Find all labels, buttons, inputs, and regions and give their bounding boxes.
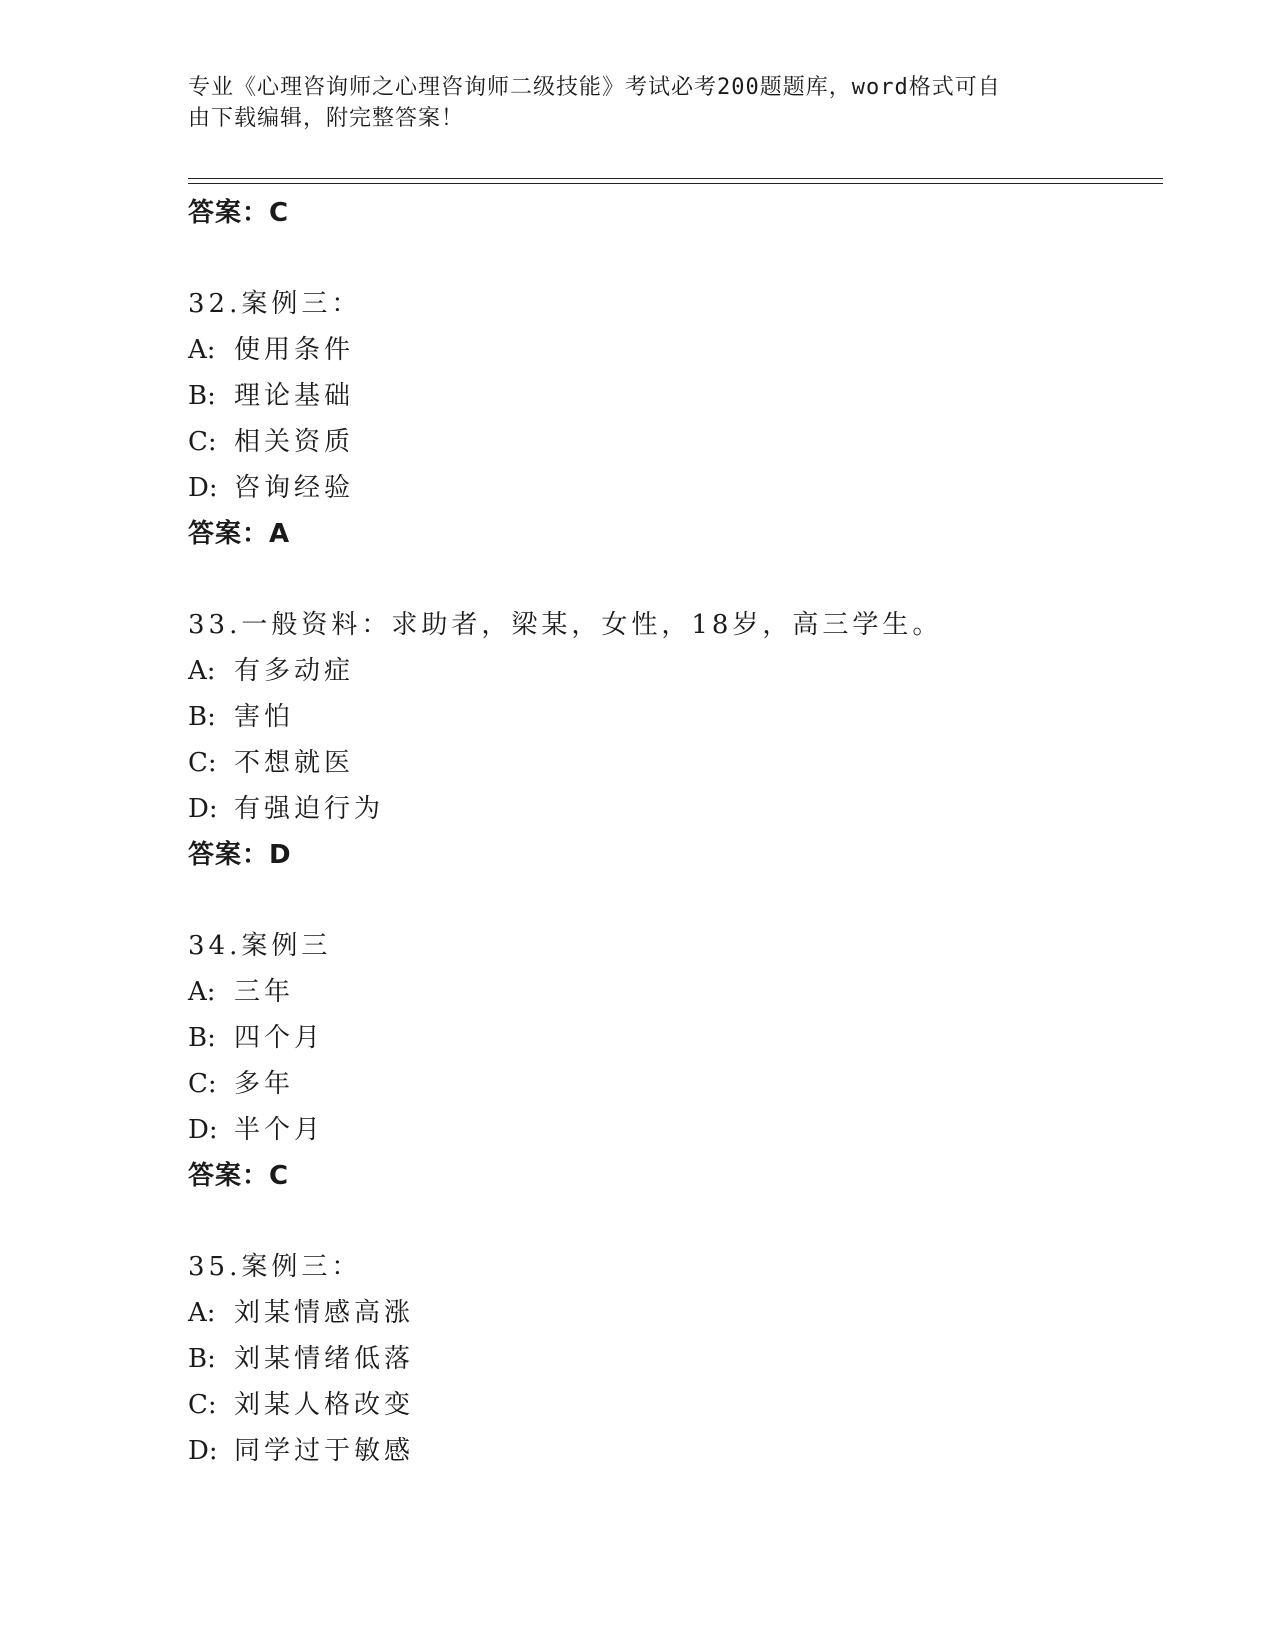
option-key: C: [188, 1069, 217, 1099]
option-a [188, 648, 1163, 694]
option-text: 咨询经验 [234, 473, 355, 503]
answer-value: A [269, 519, 291, 549]
question-block [188, 923, 1163, 1199]
header-title-line-2: 由下载编辑，附完整答案！ [188, 106, 465, 131]
answer-value: D [269, 840, 292, 870]
answer-line [188, 1153, 1163, 1199]
answer-value: C [269, 198, 290, 228]
option-key: C: [188, 748, 217, 778]
option-text: 有强迫行为 [234, 794, 385, 824]
option-a [188, 969, 1163, 1015]
option-text: 刘某情感高涨 [234, 1298, 415, 1328]
option-c [188, 419, 1163, 465]
option-key: A: [188, 656, 216, 686]
answer-label: 答案： [188, 1161, 270, 1191]
option-a [188, 1290, 1163, 1336]
option-text: 使用条件 [234, 335, 355, 365]
option-key: A: [188, 977, 216, 1007]
header-divider-top [188, 178, 1163, 179]
header-divider-bottom [188, 183, 1163, 184]
spacer [188, 557, 1163, 602]
option-key: D: [188, 794, 218, 824]
question-text: 32.案例三： [188, 289, 362, 319]
option-text: 多年 [234, 1069, 295, 1099]
header-title-line-1: 专业《心理咨询师之心理咨询师二级技能》考试必考200题题库，word格式可自 [188, 75, 1001, 100]
answer-line [188, 832, 1163, 878]
option-text: 有多动症 [234, 656, 355, 686]
question-list [188, 190, 1163, 1474]
answer-line [188, 511, 1163, 557]
option-key: B: [188, 1344, 216, 1374]
question-block [188, 602, 1163, 878]
question-text: 34.案例三 [188, 931, 332, 961]
option-d [188, 1107, 1163, 1153]
option-b [188, 694, 1163, 740]
spacer [188, 1199, 1163, 1244]
option-key: C: [188, 1390, 217, 1420]
option-c [188, 740, 1163, 786]
option-text: 刘某人格改变 [234, 1390, 415, 1420]
option-key: D: [188, 1115, 218, 1145]
option-text: 不想就医 [234, 748, 355, 778]
answer-line [188, 190, 1163, 236]
spacer [188, 236, 1163, 281]
option-key: A: [188, 1298, 216, 1328]
option-c [188, 1061, 1163, 1107]
option-text: 三年 [234, 977, 295, 1007]
option-text: 同学过于敏感 [234, 1436, 415, 1466]
option-text: 刘某情绪低落 [234, 1344, 415, 1374]
option-key: B: [188, 702, 216, 732]
option-b [188, 373, 1163, 419]
option-d [188, 786, 1163, 832]
option-b [188, 1336, 1163, 1382]
option-text: 理论基础 [234, 381, 355, 411]
option-text: 四个月 [234, 1023, 325, 1053]
option-text: 半个月 [234, 1115, 325, 1145]
answer-value: C [269, 1161, 290, 1191]
option-key: A: [188, 335, 216, 365]
option-key: D: [188, 473, 218, 503]
option-d [188, 465, 1163, 511]
option-text: 害怕 [234, 702, 295, 732]
document-header [188, 72, 1068, 134]
question-text: 33.一般资料：求助者，梁某，女性，18岁，高三学生。 [188, 610, 943, 640]
option-key: B: [188, 1023, 216, 1053]
option-a [188, 327, 1163, 373]
option-d [188, 1428, 1163, 1474]
answer-label: 答案： [188, 519, 270, 549]
option-key: D: [188, 1436, 218, 1466]
option-b [188, 1015, 1163, 1061]
answer-label: 答案： [188, 198, 270, 228]
answer-label: 答案： [188, 840, 270, 870]
option-key: C: [188, 427, 217, 457]
question-block [188, 281, 1163, 557]
question-block [188, 1244, 1163, 1474]
spacer [188, 878, 1163, 923]
question-text: 35.案例三： [188, 1252, 362, 1282]
option-text: 相关资质 [234, 427, 355, 457]
option-c [188, 1382, 1163, 1428]
option-key: B: [188, 381, 216, 411]
